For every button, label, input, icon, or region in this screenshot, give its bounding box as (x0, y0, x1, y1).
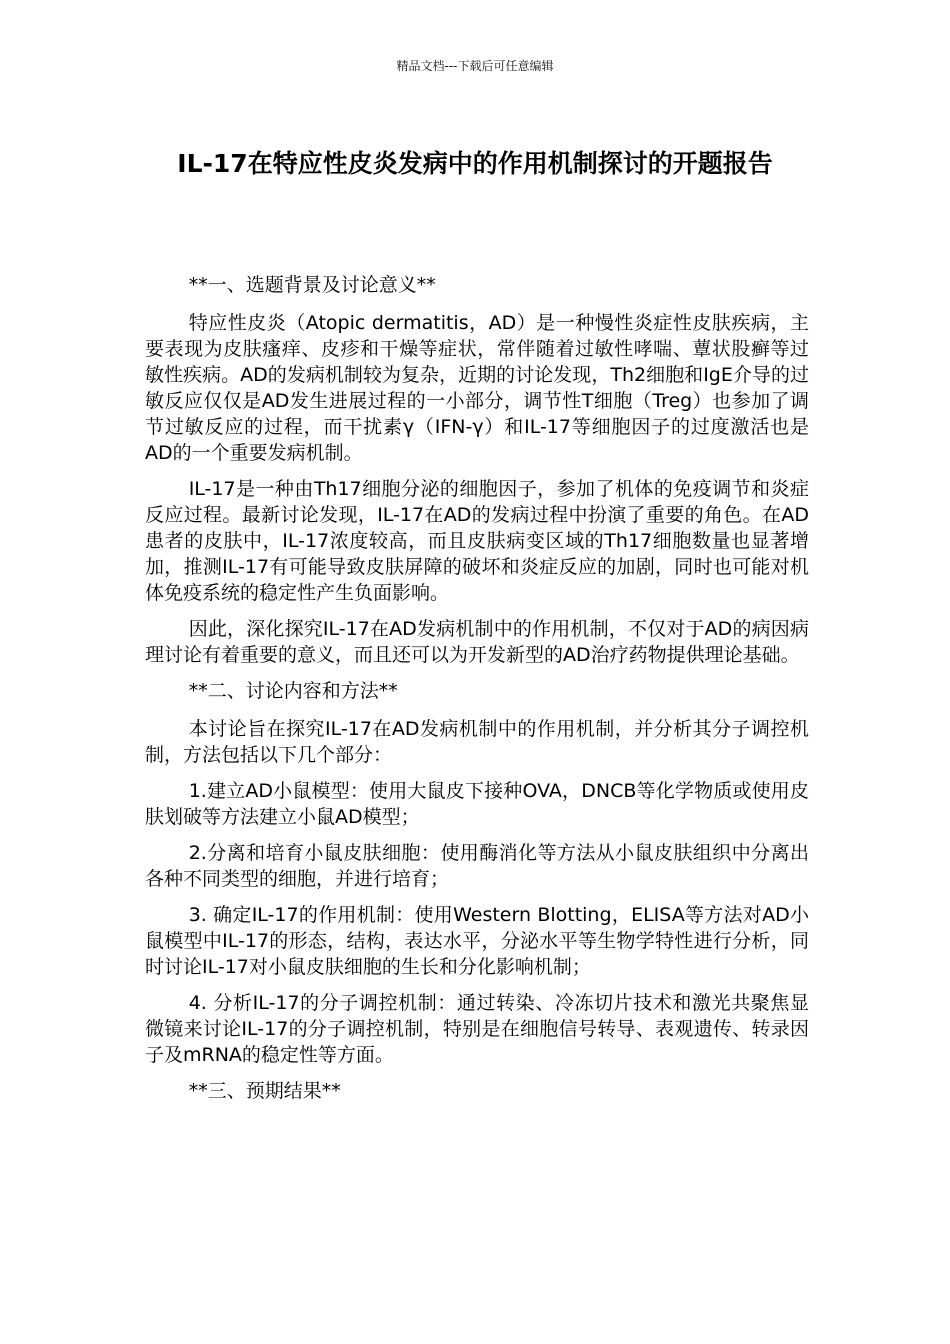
header-note: 精品文档---下载后可任意编辑 (396, 59, 554, 73)
paragraph: 本讨论旨在探究IL-17在AD发病机制中的作用机制，并分析其分子调控机制，方法包括以下几个部分： (145, 718, 809, 766)
document-title: IL-17在特应性皮炎发病中的作用机制探讨的开题报告 (177, 149, 773, 178)
list-item: 3. 确定IL-17的作用机制：使用Western Blotting，ELISA等方法对AD小鼠模型中IL-17的形态，结构，表达水平，分泌水平等生物学特性进行分析，同时讨论IL-17对小鼠皮肤细胞的生长和分化影响机制； (145, 904, 809, 978)
document-body (145, 272, 809, 1116)
paragraph: IL-17是一种由Th17细胞分泌的细胞因子，参加了机体的免疫调节和炎症反应过程。最新讨论发现，IL-17在AD的发病过程中扮演了重要的角色。在AD患者的皮肤中，IL-17浓度较高，而且皮肤病变区域的Th17细胞数量也显著增加，推测IL-17有可能导致皮肤屏障的破坏和炎症反应的加剧，同时也可能对机体免疫系统的稳定性产生负面影响。 (145, 478, 809, 604)
list-item: 1.建立AD小鼠模型：使用大鼠皮下接种OVA，DNCB等化学物质或使用皮肤划破等方法建立小鼠AD模型； (145, 780, 809, 828)
list-item: 2.分离和培育小鼠皮肤细胞：使用酶消化等方法从小鼠皮肤组织中分离出各种不同类型的细胞，并进行培育； (145, 842, 809, 890)
section-heading-2: **二、讨论内容和方法** (188, 680, 398, 702)
list-item: 4. 分析IL-17的分子调控机制：通过转染、冷冻切片技术和激光共聚焦显微镜来讨论IL-17的分子调控机制，特别是在细胞信号转导、表观遗传、转录因子及mRNA的稳定性等方面。 (145, 992, 809, 1066)
paragraph: 特应性皮炎（Atopic dermatitis，AD）是一种慢性炎症性皮肤疾病，主要表现为皮肤瘙痒、皮疹和干燥等症状，常伴随着过敏性哮喘、蕈状股癣等过敏性疾病。AD的发病机制较为复杂，近期的讨论发现，Th2细胞和IgE介导的过敏反应仅仅是AD发生进展过程的一小部分，调节性T细胞（Treg）也参加了调节过敏反应的过程，而干扰素γ（IFN-γ）和IL-17等细胞因子的过度激活也是AD的一个重要发病机制。 (145, 312, 809, 464)
paragraph: 因此，深化探究IL-17在AD发病机制中的作用机制，不仅对于AD的病因病理讨论有着重要的意义，而且还可以为开发新型的AD治疗药物提供理论基础。 (145, 618, 809, 666)
section-heading-3: **三、预期结果** (188, 1080, 341, 1102)
section-heading-1: **一、选题背景及讨论意义** (188, 274, 436, 296)
